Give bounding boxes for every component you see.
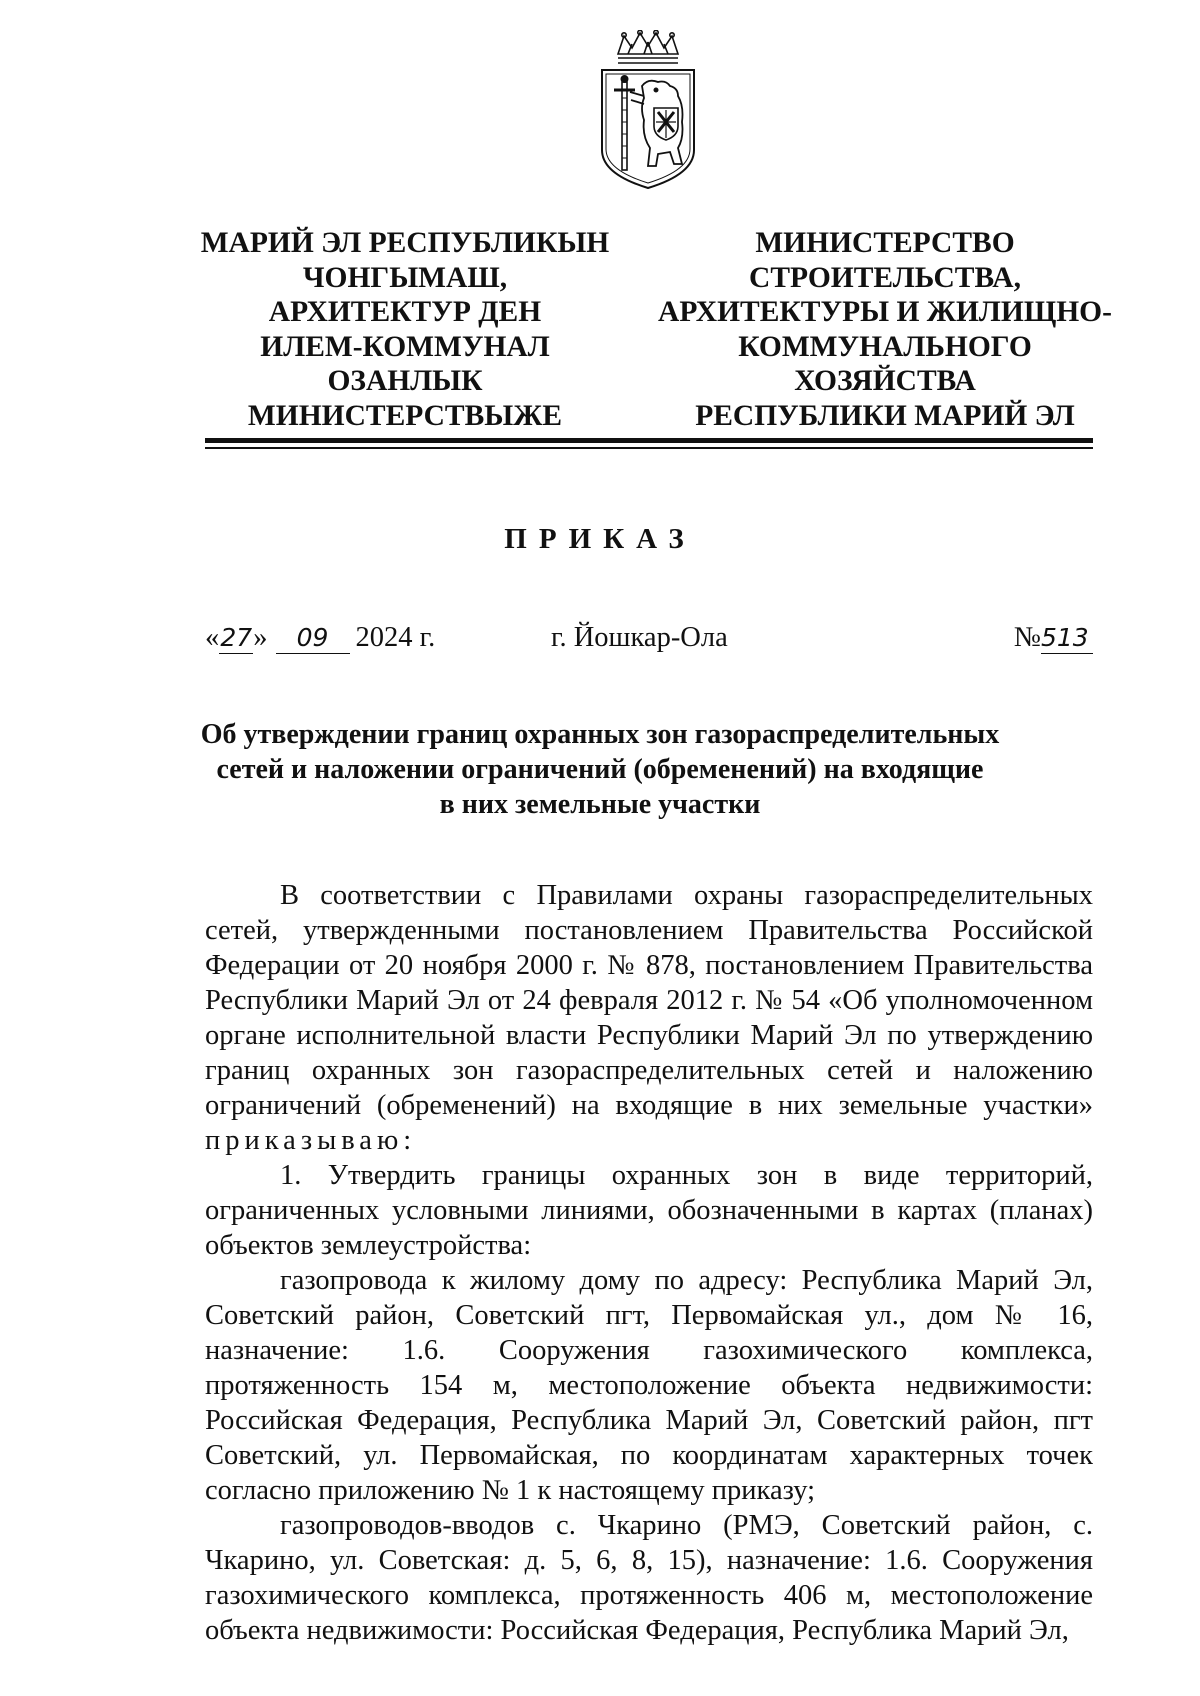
document-title	[0, 717, 1200, 822]
header-left-line: МИНИСТЕРСТВЫЖЕ	[247, 399, 563, 432]
coat-of-arms-mari-el-icon	[598, 30, 698, 195]
order-word: приказываю:	[205, 1125, 417, 1156]
header-mari-name	[170, 226, 640, 433]
header-right-line: АРХИТЕКТУРЫ И ЖИЛИЩНО-	[658, 296, 1112, 328]
date-year: 2024 г.	[355, 622, 436, 653]
preamble-text: В соответствии с Правилами охраны газораспределительных сетей, утвержденными постановлением Правительства Российской Федерации от 20 ноября 2000 г. № 878, постановлением Правительства Республики Марий Эл от 24 февраля 2012 г. № 54 «Об уполномоченном органе исполнительной власти Республики Марий Эл по утверждению границ охранных зон газораспределительных сетей и наложению ограничений (обременений) на входящие в них земельные участки»	[205, 880, 1093, 1121]
header-left-line: ИЛЕМ-КОММУНАЛ	[260, 330, 550, 363]
header-divider-thin	[205, 447, 1093, 449]
header-left-line: МАРИЙ ЭЛ РЕСПУБЛИКЫН	[200, 227, 610, 259]
header-right-line: ХОЗЯЙСТВА	[794, 365, 976, 397]
date-month: 09	[276, 623, 350, 654]
title-line: сетей и наложении ограничений (обременений) на входящие	[216, 754, 984, 785]
date-close-quote: »	[253, 622, 268, 653]
header-right-line: РЕСПУБЛИКИ МАРИЙ ЭЛ	[695, 399, 1075, 432]
document-city: г. Йошкар-Ола	[551, 622, 728, 653]
date-open-quote: «	[205, 622, 220, 653]
body-paragraph-pipeline-2: газопроводов-вводов с. Чкарино (РМЭ, Советский район, с. Чкарино, ул. Советская: д. 5, 6, 8, 15), назначение: 1.6. Сооружения газохимического комплекса, протяженность 406 м, местоположение объекта недвижимости: Российская Федерация, Республика Марий Эл,	[205, 1510, 1093, 1646]
date-day: 27	[220, 623, 253, 652]
body-paragraph-preamble	[205, 878, 1093, 1158]
title-line: в них земельные участки	[439, 789, 761, 820]
document-number	[1014, 622, 1093, 654]
header-divider-thick	[205, 438, 1093, 443]
date-line	[205, 622, 1093, 658]
header-right-line: КОММУНАЛЬНОГО	[738, 330, 1032, 363]
header-left-line: АРХИТЕКТУР ДЕН	[268, 296, 542, 328]
body-paragraph-item-1: 1. Утвердить границы охранных зон в виде территорий, ограниченных условными линиями, обозначенными в картах (планах) объектов землеустройства:	[205, 1160, 1093, 1261]
header-russian-name	[650, 226, 1120, 433]
header-left-line: ОЗАНЛЫК	[327, 365, 483, 397]
header-right-line: СТРОИТЕЛЬСТВА,	[749, 261, 1021, 294]
header-left-line: ЧОНГЫМАШ,	[302, 261, 508, 294]
document-body	[205, 878, 1093, 1648]
body-paragraph-pipeline-1: газопровода к жилому дому по адресу: Республика Марий Эл, Советский район, Советский пгт, Первомайская ул., дом № 16, назначение: 1.6. Сооружения газохимического комплекса, протяженность 154 м, местоположение объекта недвижимости: Российская Федерация, Республика Марий Эл, Советский район, пгт Советский, ул. Первомайская, по координатам характерных точек согласно приложению № 1 к настоящему приказу;	[205, 1265, 1093, 1506]
number-value: 513	[1041, 623, 1093, 654]
number-prefix: №	[1013, 622, 1041, 653]
document-type: ПРИКАЗ	[504, 523, 696, 555]
header-right-line: МИНИСТЕРСТВО	[755, 227, 1015, 259]
title-line: Об утверждении границ охранных зон газораспределительных	[200, 719, 1000, 750]
document-date	[205, 622, 435, 654]
